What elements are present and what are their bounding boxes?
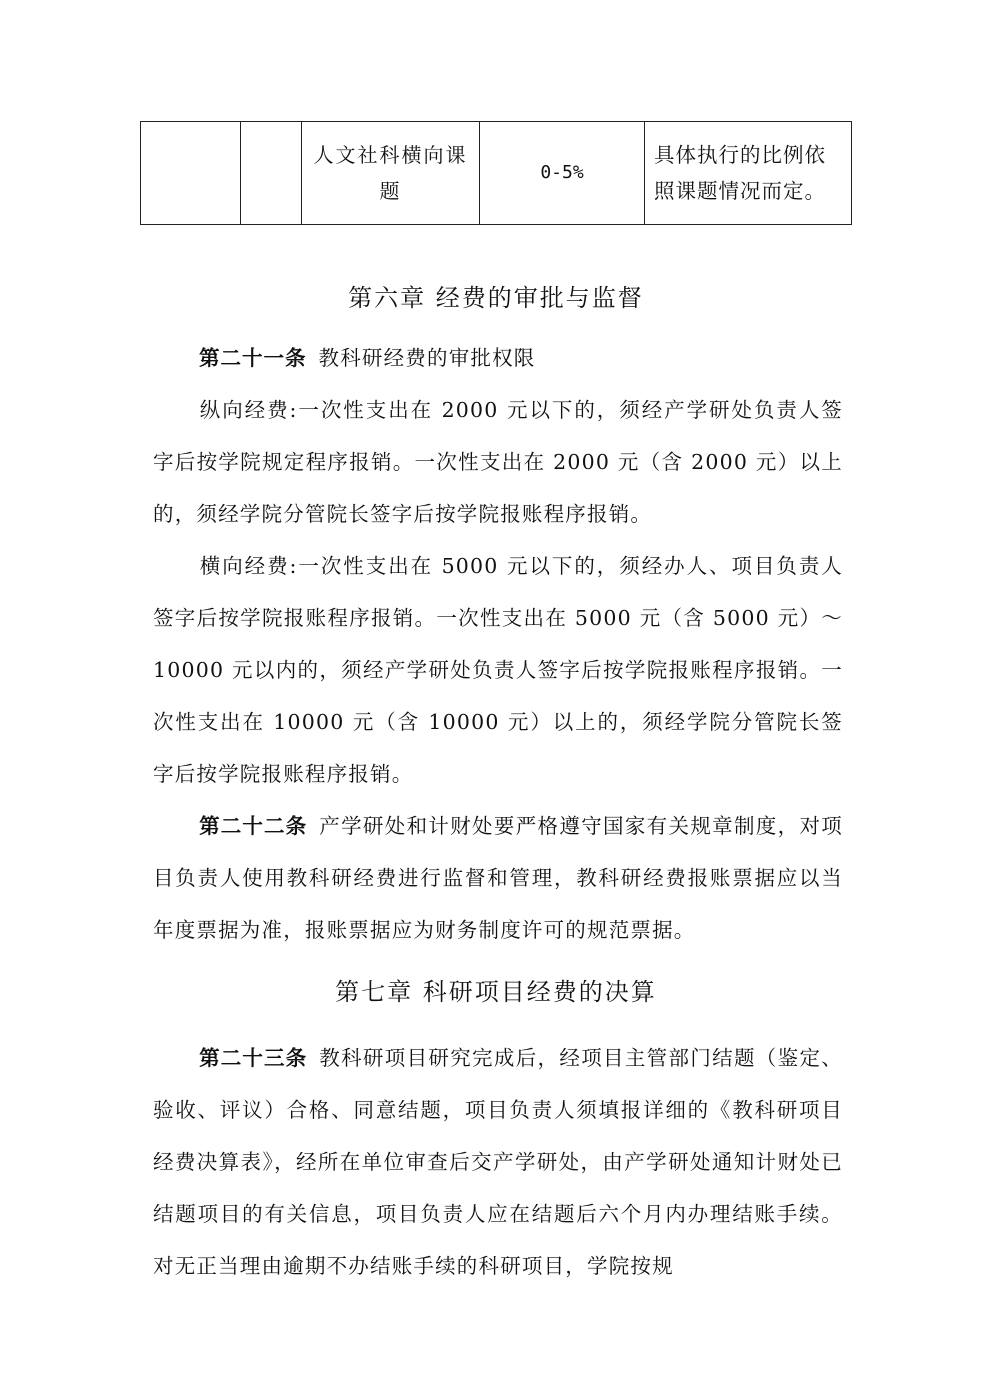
- chapter-7-title: 第七章 科研项目经费的决算: [335, 978, 657, 1006]
- article-21-p2-text: 横向经费:一次性支出在 5000 元以下的，须经办人、项目负责人签字后按学院报账程序报销。一次性支出在 5000 元（含 5000 元）～10000 元以内的，须经产学研处负责人签字后按学院报账程序报销。一次性支出在 10000 元（含 10000 元）以上的，须经学院分管院长签字后按学院报账程序报销。: [153, 554, 843, 786]
- chapter-6-title: 第六章 经费的审批与监督: [348, 284, 644, 312]
- article-21-label: 第二十一条: [199, 346, 307, 370]
- article-22-paragraph: [153, 800, 843, 956]
- article-21-heading: [153, 332, 843, 384]
- table-cell-remark: 具体执行的比例依照课题情况而定。: [645, 122, 852, 225]
- table-cell-category: [141, 122, 241, 225]
- table-row: [141, 122, 852, 225]
- table-cell-ratio: 0-5%: [480, 122, 645, 225]
- article-23-text: 教科研项目研究完成后，经项目主管部门结题（鉴定、验收、评议）合格、同意结题，项目负责人须填报详细的《教科研项目经费决算表》，经所在单位审查后交产学研处，由产学研处通知计财处已结题项目的有关信息，项目负责人应在结题后六个月内办理结账手续。对无正当理由逾期不办结账手续的科研项目，学院按规: [153, 1046, 843, 1278]
- article-21-paragraph-horizontal-funds: [153, 540, 843, 800]
- article-23-label: 第二十三条: [199, 1046, 308, 1070]
- allocation-table: [140, 121, 852, 225]
- table-cell-subject: 人文社科横向课题: [302, 122, 480, 225]
- table-cell-type: [241, 122, 302, 225]
- article-21-p1-text: 纵向经费:一次性支出在 2000 元以下的，须经产学研处负责人签字后按学院规定程序报销。一次性支出在 2000 元（含 2000 元）以上的，须经学院分管院长签字后按学院报账程序报销。: [153, 398, 843, 526]
- article-23-paragraph: [153, 1032, 843, 1292]
- article-22-text: 产学研处和计财处要严格遵守国家有关规章制度，对项目负责人使用教科研经费进行监督和管理，教科研经费报账票据应以当年度票据为准，报账票据应为财务制度许可的规范票据。: [153, 814, 843, 942]
- article-21-heading-text: 教科研经费的审批权限: [318, 346, 536, 370]
- article-21-paragraph-vertical-funds: [153, 384, 843, 540]
- article-22-label: 第二十二条: [199, 814, 308, 838]
